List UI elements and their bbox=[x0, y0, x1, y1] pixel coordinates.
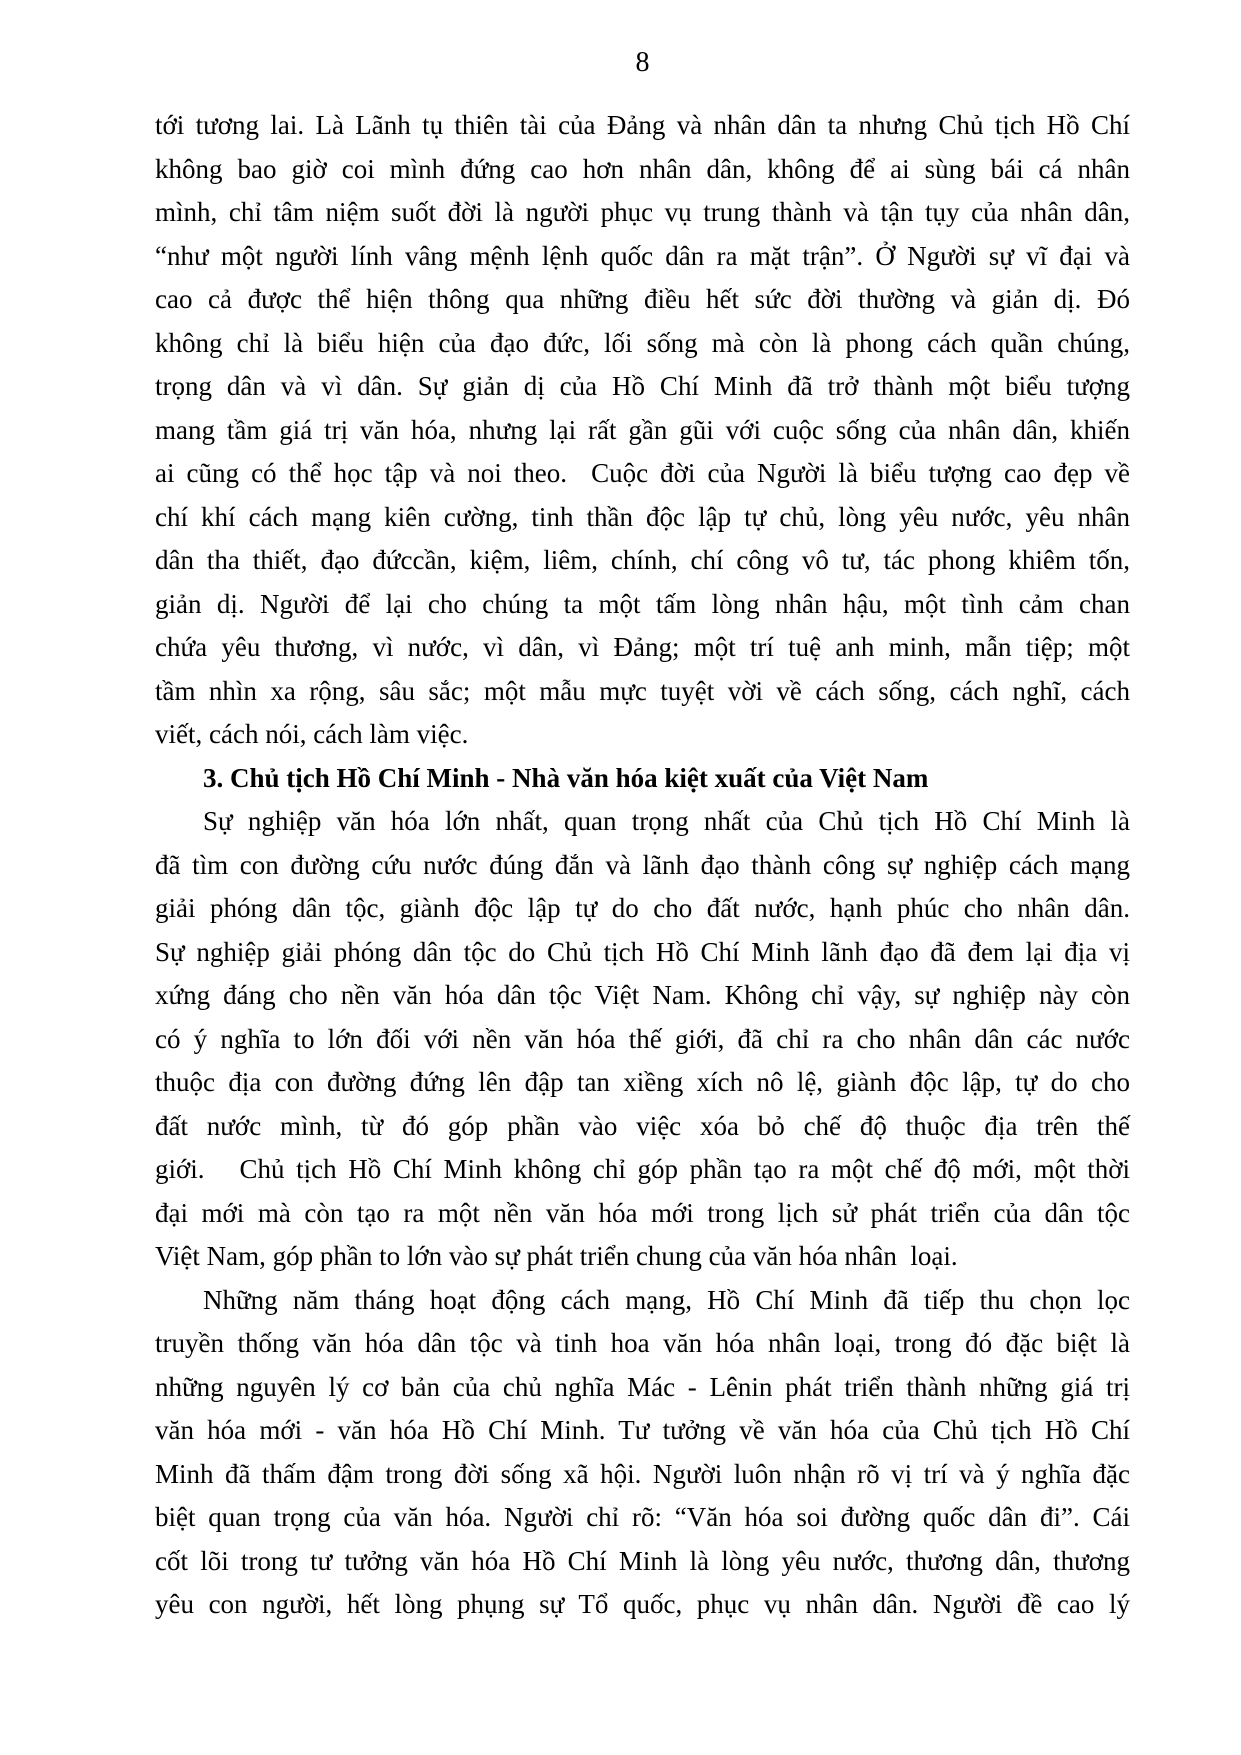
text-line: “như một người lính vâng mệnh lệnh quốc dân ra mặt trận”. Ở Người sự vĩ đại và bbox=[155, 240, 1130, 271]
text-line: Những năm tháng hoạt động cách mạng, Hồ Chí Minh đã tiếp thu chọn lọc bbox=[203, 1284, 1130, 1315]
text-line: cốt lõi trong tư tưởng văn hóa Hồ Chí Minh là lòng yêu nước, thương dân, thương bbox=[155, 1545, 1130, 1576]
text-line: đã tìm con đường cứu nước đúng đắn và lãnh đạo thành công sự nghiệp cách mạng bbox=[155, 849, 1130, 880]
text-line: dân tha thiết, đạo đứccần, kiệm, liêm, chính, chí công vô tư, tác phong khiêm tốn, bbox=[155, 545, 1130, 575]
text-line: thuộc địa con đường đứng lên đập tan xiềng xích nô lệ, giành độc lập, tự do cho bbox=[155, 1067, 1130, 1097]
text-line: giản dị. Người để lại cho chúng ta một tấm lòng nhân hậu, một tình cảm chan bbox=[155, 588, 1130, 619]
page-number: 8 bbox=[635, 47, 650, 78]
text-line: Minh đã thấm đậm trong đời sống xã hội. Người luôn nhận rõ vị trí và ý nghĩa đặc bbox=[155, 1458, 1130, 1489]
section-heading: 3. Chủ tịch Hồ Chí Minh - Nhà văn hóa kiệt xuất của Việt Nam bbox=[203, 762, 929, 793]
text-line: biệt quan trọng của văn hóa. Người chỉ rõ: “Văn hóa soi đường quốc dân đi”. Cái bbox=[155, 1502, 1130, 1532]
text-line: chí khí cách mạng kiên cường, tinh thần độc lập tự chủ, lòng yêu nước, yêu nhân bbox=[155, 501, 1130, 532]
text-line: đại mới mà còn tạo ra một nền văn hóa mới trong lịch sử phát triển của dân tộc bbox=[155, 1197, 1130, 1228]
text-line: những nguyên lý cơ bản của chủ nghĩa Mác - Lênin phát triển thành những giá trị bbox=[155, 1371, 1130, 1402]
text-line: xứng đáng cho nền văn hóa dân tộc Việt Nam. Không chỉ vậy, sự nghiệp này còn bbox=[155, 980, 1130, 1010]
text-line: không bao giờ coi mình đứng cao hơn nhân dân, không để ai sùng bái cá nhân bbox=[155, 153, 1130, 184]
text-line: yêu con người, hết lòng phụng sự Tổ quốc, phục vụ nhân dân. Người đề cao lý bbox=[155, 1589, 1130, 1619]
text-line: giải phóng dân tộc, giành độc lập tự do cho đất nước, hạnh phúc cho nhân dân. bbox=[155, 893, 1130, 923]
text-line: trọng dân và vì dân. Sự giản dị của Hồ Chí Minh đã trở thành một biểu tượng bbox=[155, 371, 1130, 401]
page-content bbox=[155, 104, 1130, 1627]
text-line: tới tương lai. Là Lãnh tụ thiên tài của Đảng và nhân dân ta nhưng Chủ tịch Hồ Chí bbox=[155, 110, 1130, 140]
text-line: văn hóa mới - văn hóa Hồ Chí Minh. Tư tưởng về văn hóa của Chủ tịch Hồ Chí bbox=[155, 1415, 1130, 1445]
text-line: đất nước mình, từ đó góp phần vào việc xóa bỏ chế độ thuộc địa trên thế bbox=[155, 1110, 1130, 1141]
text-line: Sự nghiệp giải phóng dân tộc do Chủ tịch Hồ Chí Minh lãnh đạo đã đem lại địa vị bbox=[155, 936, 1130, 967]
text-line: ai cũng có thể học tập và noi theo. Cuộc đời của Người là biểu tượng cao đẹp về bbox=[155, 458, 1130, 488]
text-line: tầm nhìn xa rộng, sâu sắc; một mẫu mực tuyệt vời về cách sống, cách nghĩ, cách bbox=[155, 675, 1130, 706]
text-line: giới. Chủ tịch Hồ Chí Minh không chỉ góp phần tạo ra một chế độ mới, một thời bbox=[155, 1154, 1130, 1184]
text-line: truyền thống văn hóa dân tộc và tinh hoa văn hóa nhân loại, trong đó đặc biệt là bbox=[155, 1328, 1130, 1358]
text-line: không chỉ là biểu hiện của đạo đức, lối sống mà còn là phong cách quần chúng, bbox=[155, 327, 1130, 358]
text-line: Sự nghiệp văn hóa lớn nhất, quan trọng nhất của Chủ tịch Hồ Chí Minh là bbox=[203, 806, 1130, 836]
text-line: Việt Nam, góp phần to lớn vào sự phát triển chung của văn hóa nhân loại. bbox=[155, 1241, 958, 1271]
text-line: mình, chỉ tâm niệm suốt đời là người phục vụ trung thành và tận tụy của nhân dân, bbox=[155, 197, 1130, 227]
text-line: chứa yêu thương, vì nước, vì dân, vì Đảng; một trí tuệ anh minh, mẫn tiệp; một bbox=[155, 632, 1130, 662]
text-line: có ý nghĩa to lớn đối với nền văn hóa thế giới, đã chỉ ra cho nhân dân các nước bbox=[155, 1023, 1130, 1054]
text-line: viết, cách nói, cách làm việc. bbox=[155, 719, 469, 749]
text-line: mang tầm giá trị văn hóa, nhưng lại rất gần gũi với cuộc sống của nhân dân, khiến bbox=[155, 414, 1130, 445]
text-line: cao cả được thể hiện thông qua những điều hết sức đời thường và giản dị. Đó bbox=[155, 284, 1130, 314]
